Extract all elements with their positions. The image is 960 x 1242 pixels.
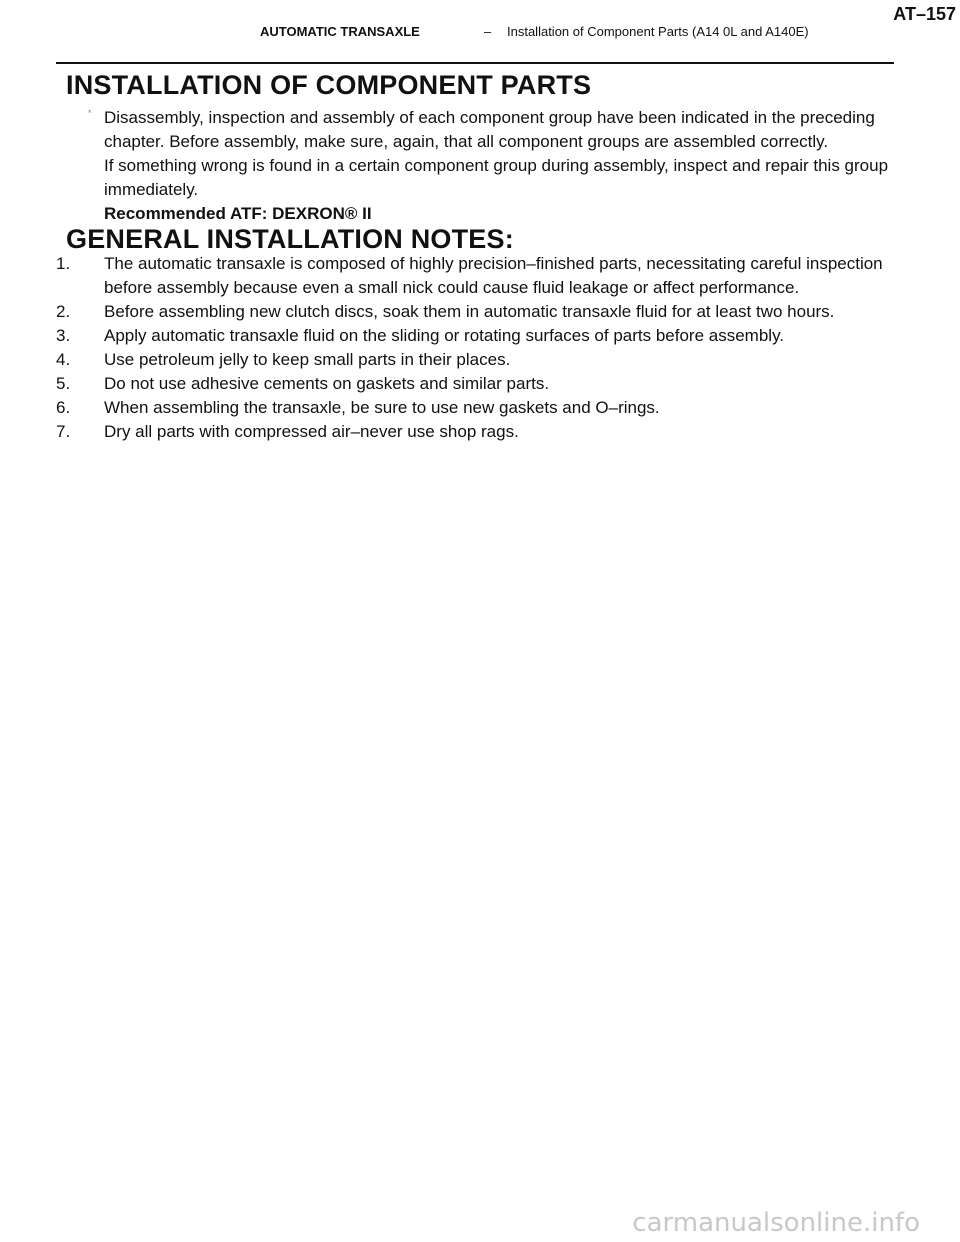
list-item-text: When assembling the transaxle, be sure to use new gaskets and O–rings.: [104, 398, 660, 417]
list-item-text: Apply automatic transaxle fluid on the sliding or rotating surfaces of parts before assembly.: [104, 326, 785, 345]
bullet-icon: *: [88, 108, 92, 118]
header-section-title: AUTOMATIC TRANSAXLE: [260, 24, 420, 39]
header-separator: –: [484, 24, 492, 39]
list-item: [56, 420, 916, 444]
list-item-number: 6.: [56, 398, 71, 417]
list-item-text: The automatic transaxle is composed of highly precision–finished parts, necessitating careful inspection before assembly because even a small nick could cause fluid leakage or affect performance.: [104, 254, 883, 297]
list-item: [56, 372, 916, 396]
page-number: AT–157: [893, 4, 956, 24]
general-notes-list: [56, 252, 916, 444]
list-item-text: Before assembling new clutch discs, soak them in automatic transaxle fluid for at least two hours.: [104, 302, 835, 321]
header-subsection-title: Installation of Component Parts (A14 0L and A140E): [507, 24, 809, 39]
list-item: [56, 396, 916, 420]
list-item-number: 4.: [56, 350, 71, 369]
general-notes-heading: GENERAL INSTALLATION NOTES:: [66, 224, 514, 254]
installation-intro: [104, 106, 914, 226]
list-item-number: 5.: [56, 374, 71, 393]
intro-paragraph-2: If something wrong is found in a certain component group during assembly, inspect and repair this group immediately.: [104, 156, 889, 199]
list-item-text: Use petroleum jelly to keep small parts in their places.: [104, 350, 511, 369]
installation-heading: INSTALLATION OF COMPONENT PARTS: [66, 70, 592, 100]
list-item-text: Dry all parts with compressed air–never use shop rags.: [104, 422, 519, 441]
list-item: [56, 300, 916, 324]
list-item-number: 1.: [56, 254, 71, 273]
list-item-number: 3.: [56, 326, 71, 345]
list-item-number: 2.: [56, 302, 71, 321]
recommended-atf: Recommended ATF: DEXRON® II: [104, 204, 372, 223]
list-item-number: 7.: [56, 422, 71, 441]
watermark: carmanualsonline.info: [632, 1208, 920, 1238]
list-item-text: Do not use adhesive cements on gaskets and similar parts.: [104, 374, 550, 393]
list-item: [56, 348, 916, 372]
list-item: [56, 252, 916, 300]
list-item: [56, 324, 916, 348]
intro-paragraph-1: Disassembly, inspection and assembly of each component group have been indicated in the preceding chapter. Before assembly, make sure, again, that all component groups are assembled correctly.: [104, 108, 875, 151]
